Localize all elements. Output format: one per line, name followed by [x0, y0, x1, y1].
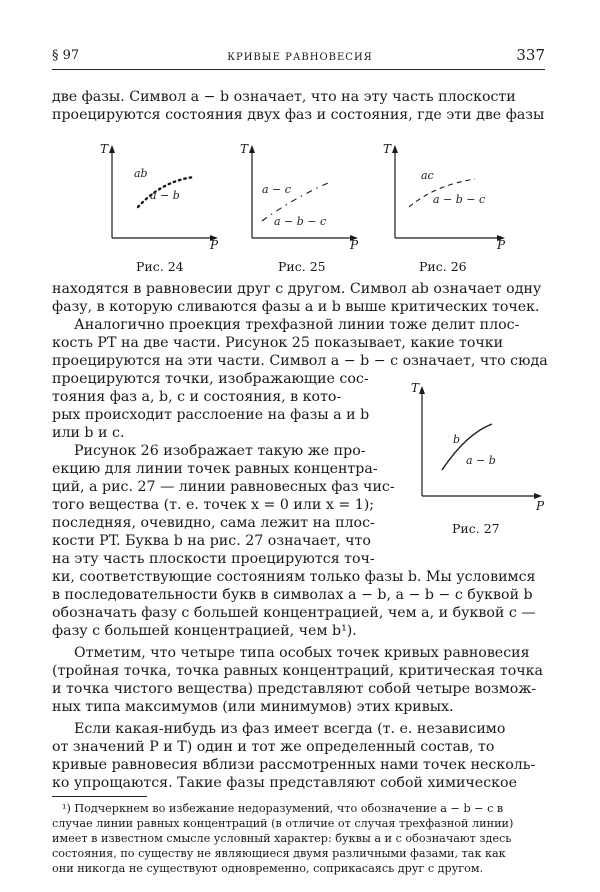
region-label: a − b [150, 189, 180, 202]
region-label: a − b − c [274, 215, 327, 228]
section-number: § 97 [52, 48, 80, 63]
text-line: ций, а рис. 27 — линии равновесных фаз чис- [52, 479, 395, 495]
footnote-line: случае линии равных концентраций (в отличие от случая трехфазной линии) [52, 817, 514, 830]
y-axis-label: T [100, 142, 109, 156]
region-label: ab [134, 167, 148, 180]
region-label: a − b [466, 454, 496, 467]
x-axis-label: P [210, 238, 219, 252]
footnote-line: они никогда не существуют одновременно, соприкасаясь друг с другом. [52, 862, 484, 875]
figure-25-caption: Рис. 25 [278, 259, 326, 274]
figure-27 [406, 378, 546, 513]
text-line: проецируются на эти части. Символ a − b − c означает, что сюда [52, 353, 548, 369]
region-label: ac [421, 169, 434, 182]
x-axis-label: P [497, 238, 506, 252]
figure-26-caption: Рис. 26 [419, 259, 467, 274]
header-rule [52, 69, 545, 70]
text-line: ки, соответствующие состояниям только фазы b. Мы условимся [52, 569, 536, 585]
text-line: Аналогично проекция трехфазной линии тоже делит плос- [74, 317, 520, 333]
text-line: кривые равновесия вблизи рассмотренных нами точек несколь- [52, 757, 536, 773]
text-line: ных типа максимумов (или минимумов) этих кривых. [52, 699, 454, 715]
text-line: проецируются точки, изображающие сос- [52, 371, 369, 387]
text-line: две фазы. Символ a − b означает, что на эту часть плоскости [52, 89, 516, 105]
figure-24 [92, 143, 222, 253]
text-line: и точка чистого вещества) представляют собой четыре возмож- [52, 681, 537, 697]
figure-24-caption: Рис. 24 [136, 259, 184, 274]
text-line: фазу с большей концентрацией, чем b¹). [52, 623, 357, 639]
text-line: обозначать фазу с большей концентрацией, чем a, и буквой c — [52, 605, 536, 621]
text-line: кость PT на две части. Рисунок 25 показывает, какие точки [52, 335, 504, 351]
text-line: рых происходит расслоение на фазы a и b [52, 407, 370, 423]
page-number: 337 [516, 46, 545, 64]
footnote-line: ¹) Подчеркнем во избежание недоразумений, что обозначение a − b − c в [62, 802, 504, 815]
text-line: в последовательности букв в символах a − b, a − b − c буквой b [52, 587, 533, 603]
text-line: на эту часть плоскости проецируются точ- [52, 551, 375, 567]
text-line: тояния фаз a, b, c и состояния, в кото- [52, 389, 342, 405]
text-line: находятся в равновесии друг с другом. Символ ab означает одну [52, 281, 542, 297]
text-line: ко упрощаются. Такие фазы представляют собой химическое [52, 775, 517, 791]
running-title: КРИВЫЕ РАВНОВЕСИЯ [227, 52, 373, 63]
text-line: того вещества (т. е. точек x = 0 или x = 1); [52, 497, 375, 513]
text-line: проецируются состояния двух фаз и состояния, где эти две фазы [52, 107, 545, 123]
figure-26 [375, 143, 510, 253]
region-label: a − b − c [433, 193, 486, 206]
figure-25 [232, 143, 362, 253]
figure-27-caption: Рис. 27 [452, 521, 500, 536]
text-line: Отметим, что четыре типа особых точек кривых равновесия [74, 645, 530, 661]
text-line: Рисунок 26 изображает такую же про- [74, 443, 366, 459]
region-label: a − c [262, 183, 291, 196]
text-line: кости PT. Буква b на рис. 27 означает, что [52, 533, 371, 549]
x-axis-label: P [350, 238, 359, 252]
text-line: или b и c. [52, 425, 125, 441]
footnote-line: состояния, по существу не являющиеся двумя различными фазами, так как [52, 847, 506, 860]
footnote-rule [52, 796, 147, 797]
footnote-line: имеет в известном смысле условный характер: буквы a и c обозначают здесь [52, 832, 512, 845]
region-label: b [453, 433, 461, 446]
text-line: от значений P и T) один и тот же определенный состав, то [52, 739, 495, 755]
y-axis-label: T [411, 381, 420, 395]
text-line: Если какая-нибудь из фаз имеет всегда (т. е. независимо [74, 721, 506, 737]
text-line: (тройная точка, точка равных концентраций, критическая точка [52, 663, 543, 679]
text-line: екцию для линии точек равных концентра- [52, 461, 378, 477]
y-axis-label: T [240, 142, 249, 156]
text-line: последняя, очевидно, сама лежит на плос- [52, 515, 375, 531]
text-line: фазу, в которую сливаются фазы a и b выше критических точек. [52, 299, 540, 315]
x-axis-label: P [536, 499, 545, 513]
y-axis-label: T [383, 142, 392, 156]
